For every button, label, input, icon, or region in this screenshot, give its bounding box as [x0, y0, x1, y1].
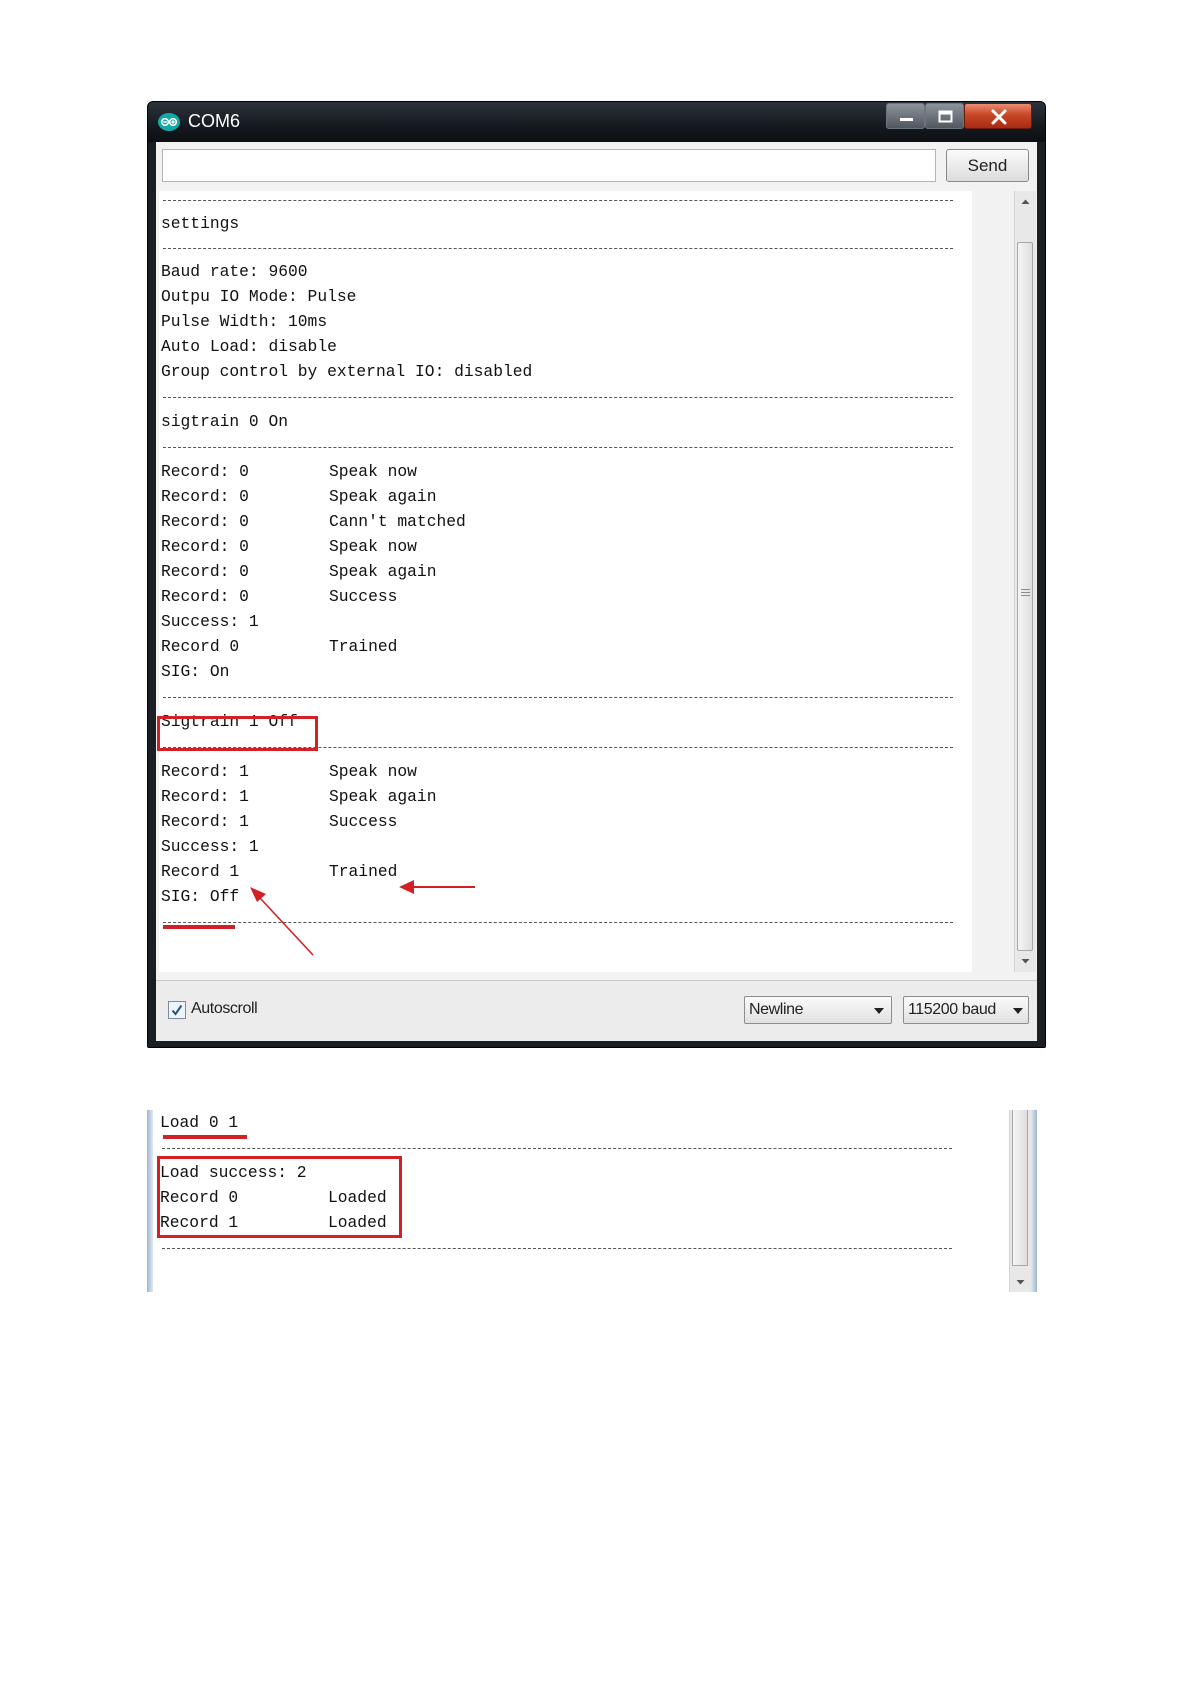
log-row: Load success: 2 — [160, 1163, 307, 1182]
settings-line: Group control by external IO: disabled — [161, 362, 533, 381]
log-row: SIG: On — [161, 662, 230, 681]
log-row: Record: 1 Speak now — [161, 762, 417, 781]
log-row: SIG: Off — [161, 887, 240, 906]
log-row: Record: 1 Success — [161, 812, 398, 831]
scroll-down-arrow-icon[interactable] — [1010, 1274, 1031, 1290]
divider — [162, 1248, 952, 1249]
load-command-line: Load 0 1 — [160, 1113, 239, 1132]
log-row: Record: 1 Speak again — [161, 787, 437, 806]
log-row: Record: 0 Success — [161, 587, 398, 606]
log-row: Record 1 Loaded — [160, 1213, 387, 1232]
arrow-to-record-1 — [260, 898, 313, 955]
window-title: COM6 — [188, 111, 241, 131]
vertical-scrollbar[interactable] — [1009, 1110, 1031, 1292]
log-row: Record 0 Trained — [161, 637, 398, 656]
log-row: Record: 0 Speak again — [161, 562, 437, 581]
sigtrain1-header: Sigtrain 1 Off — [161, 712, 298, 731]
settings-line: Pulse Width: 10ms — [161, 312, 328, 331]
arrow-head-icon — [399, 880, 414, 894]
log-row: Success: 1 — [161, 612, 259, 631]
settings-line: Outpu IO Mode: Pulse — [161, 287, 357, 306]
window-frame-edge — [1031, 1110, 1037, 1292]
scroll-thumb[interactable] — [1012, 1110, 1028, 1266]
settings-line: Auto Load: disable — [161, 337, 337, 356]
arrow-head-icon — [250, 887, 266, 902]
sigtrain0-header: sigtrain 0 On — [161, 412, 289, 431]
divider — [162, 1148, 952, 1149]
highlight-box-load-result — [157, 1156, 402, 1238]
log-row: Record 0 Loaded — [160, 1188, 387, 1207]
baud-rate-value: 115200 baud — [908, 1001, 996, 1018]
log-row: Record: 0 Speak now — [161, 462, 417, 481]
log-row: Success: 1 — [161, 837, 259, 856]
log-row: Record 1 Trained — [161, 862, 398, 881]
log-row: Record: 0 Speak now — [161, 537, 417, 556]
settings-header: settings — [161, 214, 240, 233]
line-ending-value: Newline — [749, 1001, 804, 1018]
send-button[interactable]: Send — [946, 149, 1029, 182]
settings-line: Baud rate: 9600 — [161, 262, 308, 281]
log-row: Record: 0 Cann't matched — [161, 512, 466, 531]
log-row: Record: 0 Speak again — [161, 487, 437, 506]
autoscroll-label[interactable]: Autoscroll — [191, 1000, 258, 1017]
window-frame-edge — [147, 1110, 153, 1292]
underline-load-command — [163, 1135, 247, 1139]
